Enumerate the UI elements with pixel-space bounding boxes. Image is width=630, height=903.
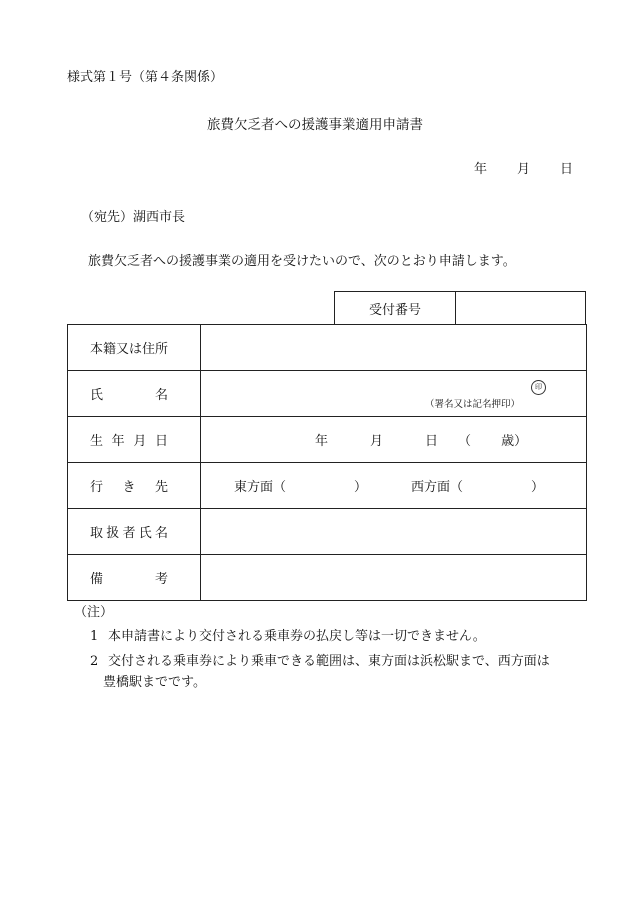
date-day: 日: [560, 162, 574, 177]
destination-label-cell: [68, 463, 201, 509]
notes-heading: （注）: [74, 605, 114, 620]
birth-age-unit: 歳）: [501, 434, 528, 449]
table-row: [68, 371, 587, 417]
note-number: 1: [90, 629, 99, 644]
table-row: [68, 325, 587, 371]
destination-label-part: 行: [90, 480, 104, 495]
destination-label-part: き: [122, 480, 136, 495]
name-label-part: 名: [154, 388, 168, 403]
birth-year-unit: 年: [315, 434, 329, 449]
address-label-cell: [68, 325, 201, 371]
remarks-label-part: 考: [154, 572, 168, 587]
application-table: [67, 324, 587, 601]
date-line: [474, 158, 573, 177]
address-field[interactable]: [201, 325, 587, 371]
birth-month-unit: 月: [370, 434, 384, 449]
birth-age-open: （: [458, 434, 472, 449]
note-text: 本申請書により交付される乗車券の払戻し等は一切できません。: [108, 629, 486, 644]
remarks-label-part: 備: [90, 572, 104, 587]
table-row: [68, 463, 587, 509]
receipt-number-box: [334, 291, 586, 324]
destination-west-close: ）: [531, 480, 545, 495]
birthdate-field[interactable]: [201, 417, 587, 463]
name-label-cell: [68, 371, 201, 417]
addressee: （宛先）湖西市長: [81, 210, 186, 225]
destination-west: 西方面（: [411, 480, 464, 495]
destination-east-close: ）: [354, 480, 368, 495]
remarks-label-cell: [68, 555, 201, 601]
signature-note: （署名又は記名押印）: [424, 399, 520, 410]
note-text: 交付される乗車券により乗車できる範囲は、東方面は浜松駅まで、西方面は: [108, 654, 550, 669]
birthdate-label-cell: [68, 417, 201, 463]
receipt-number-field[interactable]: [456, 292, 585, 324]
form-number: 様式第１号（第４条関係）: [67, 70, 224, 85]
table-row: [68, 555, 587, 601]
handler-label-cell: [68, 509, 201, 555]
destination-east: 東方面（: [234, 480, 287, 495]
table-row: [68, 417, 587, 463]
destination-field[interactable]: [201, 463, 587, 509]
birthdate-label: 生年月日: [90, 434, 168, 449]
destination-label-part: 先: [154, 480, 168, 495]
birth-day-unit: 日: [425, 434, 439, 449]
seal-mark-icon: 印: [531, 380, 546, 395]
document-title: 旅費欠乏者への援護事業適用申請書: [207, 117, 423, 133]
date-year: 年: [474, 162, 488, 177]
address-label: 本籍又は住所: [90, 342, 169, 357]
handler-name-field[interactable]: [201, 509, 587, 555]
name-label-part: 氏: [90, 388, 104, 403]
table-row: [68, 509, 587, 555]
note-number: 2: [90, 654, 99, 669]
handler-name-label: 取扱者氏名: [90, 526, 168, 541]
remarks-field[interactable]: [201, 555, 587, 601]
name-field[interactable]: [201, 371, 587, 417]
note-text-continued: 豊橋駅までです。: [103, 675, 206, 690]
date-month: 月: [517, 162, 531, 177]
note-item: [90, 625, 486, 644]
note-item: [90, 650, 550, 669]
receipt-number-label: 受付番号: [335, 292, 456, 324]
request-statement: 旅費欠乏者への援護事業の適用を受けたいので、次のとおり申請します。: [88, 254, 516, 269]
